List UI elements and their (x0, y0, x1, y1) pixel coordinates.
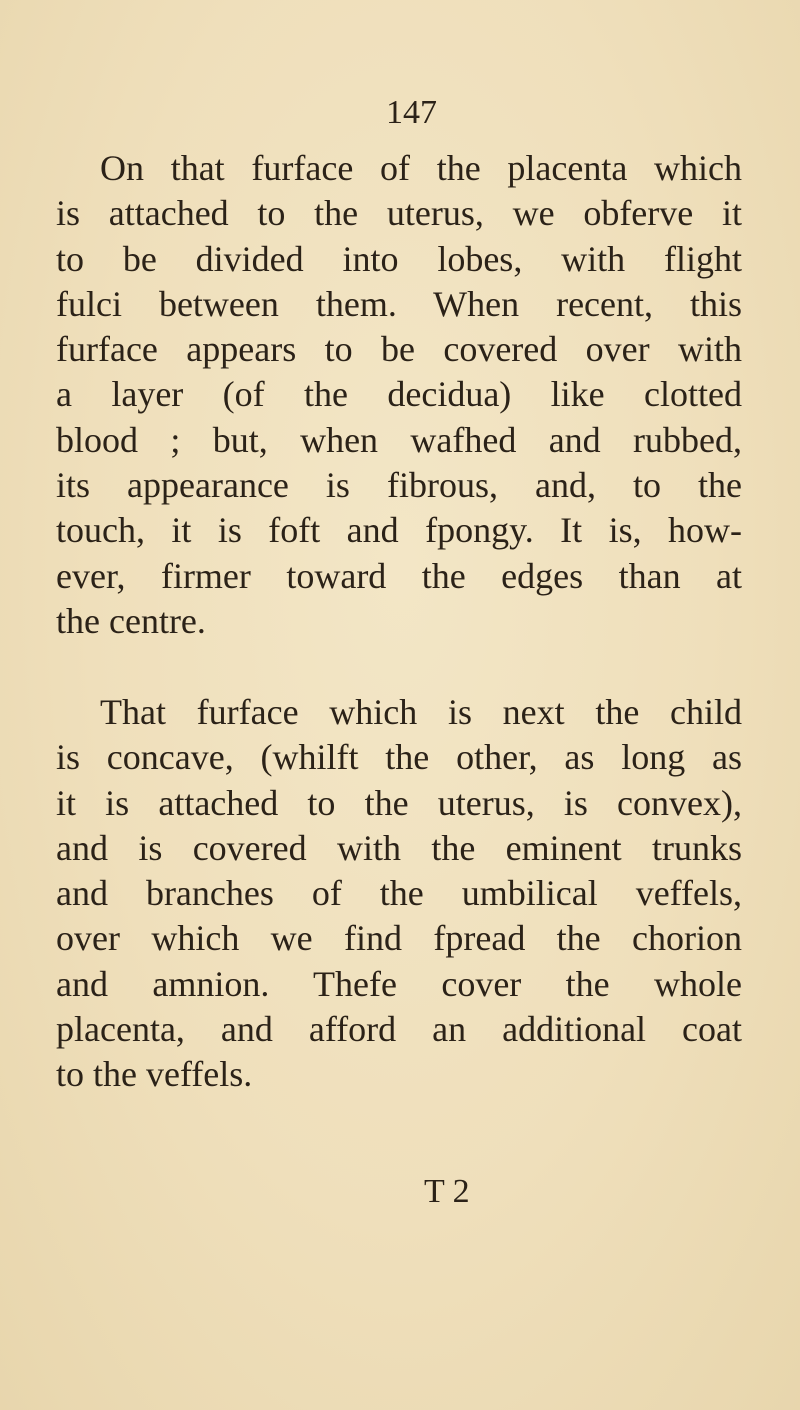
paragraph-line: its appearance is fibrous, and, to the (56, 465, 742, 506)
paragraph-line: is attached to the uterus, we obferve it (56, 193, 742, 234)
paragraph-line: and branches of the umbilical veffels, (56, 873, 742, 914)
paragraph-line: is concave, (whilft the other, as long as (56, 737, 742, 778)
paragraph-line: touch, it is foft and fpongy. It is, how- (56, 510, 742, 551)
paragraph-line: over which we find fpread the chorion (56, 918, 742, 959)
paragraph-line: and is covered with the eminent trunks (56, 827, 742, 868)
paragraph-2 (56, 690, 742, 1098)
paragraph-line: ever, firmer toward the edges than at (56, 555, 742, 596)
paragraph-line: fulci between them. When recent, this (56, 283, 742, 324)
paragraph-line: to be divided into lobes, with flight (56, 238, 742, 279)
signature-mark: T 2 (424, 1173, 470, 1210)
paragraph-line: On that furface of the placenta which (100, 148, 742, 188)
paragraph-line: a layer (of the decidua) like clotted (56, 374, 742, 415)
paragraph-line: That furface which is next the child (100, 692, 742, 732)
paragraph-line: it is attached to the uterus, is convex), (56, 782, 742, 823)
page-number: 147 (386, 94, 437, 131)
paragraph-line: furface appears to be covered over with (56, 329, 742, 370)
paragraph-1 (56, 146, 742, 644)
paragraph-line: blood ; but, when wafhed and rubbed, (56, 419, 742, 460)
paragraph-line: and amnion. Thefe cover the whole (56, 963, 742, 1004)
paragraph-line: to the veffels. (56, 1054, 253, 1095)
paragraph-line: the centre. (56, 600, 206, 641)
paragraph-line: placenta, and afford an additional coat (56, 1009, 742, 1050)
